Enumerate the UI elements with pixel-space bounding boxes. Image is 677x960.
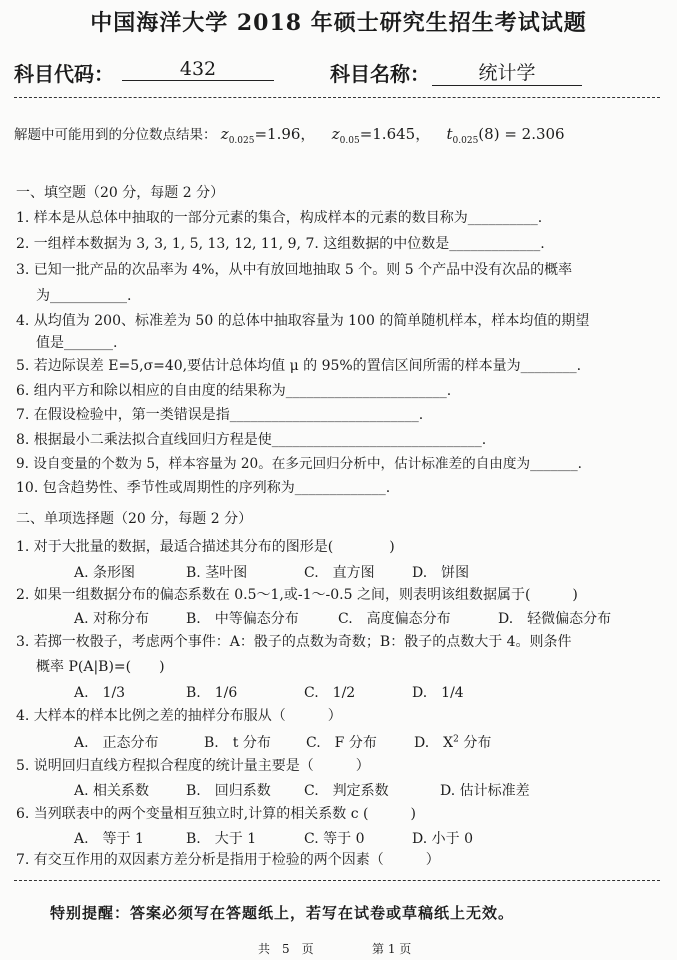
page-total: 共 5 页: [258, 942, 314, 956]
choice-q4-options: [0, 732, 677, 752]
fill-q3-line1: 3. 已知一批产品的次品率为 4%，从中有放回地抽取 5 个。则 5 个产品中没有次品的概率: [16, 262, 573, 278]
choice-q1-option-c: C. 直方图: [304, 565, 375, 581]
choice-q6-option-d: D. 小于 0: [412, 831, 473, 847]
choice-q3-line1: 3. 若掷一枚骰子，考虑两个事件：A：骰子的点数为奇数；B：骰子的点数大于 4。则条件: [16, 634, 572, 650]
fill-q9: 9. 设自变量的个数为 5，样本容量为 20。在多元回归分析中，估计标准差的自由度为_______.: [16, 456, 582, 472]
section1-heading: 一、填空题（20 分，每题 2 分）: [16, 185, 225, 201]
fill-q7: 7. 在假设检验中，第一类错误是指___________________________.: [16, 407, 424, 423]
section2-heading: 二、单项选择题（20 分，每题 2 分）: [16, 511, 253, 527]
choice-q4-option-a: A. 正态分布: [74, 735, 159, 751]
choice-q4-option-b: B. t 分布: [204, 735, 271, 751]
choice-q2-option-d: D. 轻微偏态分布: [498, 611, 612, 627]
choice-q2: 2. 如果一组数据分布的偏态系数在 0.5～1,或-1～-0.5 之间，则表明该组数据属于( ): [16, 587, 578, 603]
choice-q4: 4. 大样本的样本比例之差的抽样分布服从（ ）: [16, 708, 342, 724]
choice-q1-options: [0, 562, 677, 582]
page-number: 第 1 页: [372, 942, 412, 956]
bottom-divider: [14, 880, 660, 881]
choice-q2-option-c: C. 高度偏态分布: [338, 611, 451, 627]
quantile-t: $t_{0.025}(8) = 2.306$: [446, 125, 565, 146]
fill-q2: 2. 一组样本数据为 3, 3, 1, 5, 13, 12, 11, 9, 7. 这组数据的中位数是_____________.: [16, 236, 545, 252]
choice-q5-option-a: A. 相关系数: [74, 783, 150, 799]
choice-q1: 1. 对于大批量的数据，最适合描述其分布的图形是( ): [16, 539, 395, 555]
choice-q6-option-c: C. 等于 0: [304, 831, 365, 847]
quantile-prefix: 解题中可能用到的分位数点结果：: [14, 127, 217, 143]
fill-q10: 10. 包含趋势性、季节性或周期性的序列称为_____________.: [16, 480, 391, 496]
choice-q2-options: [0, 608, 677, 628]
choice-q6-options: [0, 828, 677, 848]
choice-q5-options: [0, 780, 677, 800]
fill-q1: 1. 样本是从总体中抽取的一部分元素的集合，构成样本的元素的数目称为__________.: [16, 210, 543, 226]
choice-q5-option-d: D. 估计标准差: [440, 783, 530, 799]
fill-q4-line1: 4. 从均值为 200、标准差为 50 的总体中抽取容量为 100 的简单随机样本，样本均值的期望: [16, 313, 590, 329]
choice-q5-option-c: C. 判定系数: [304, 783, 389, 799]
subject-name-value: 统计学: [432, 58, 582, 86]
choice-q5: 5. 说明回归直线方程拟合程度的统计量主要是（ ）: [16, 758, 370, 774]
choice-q2-option-a: A. 对称分布: [74, 611, 150, 627]
exam-title: 中国海洋大学 2018 年硕士研究生招生考试试题: [90, 10, 587, 36]
choice-q3-options: [0, 682, 677, 702]
choice-q5-option-b: B. 回归系数: [186, 783, 271, 799]
fill-q6: 6. 组内平方和除以相应的自由度的结果称为_______________________.: [16, 383, 452, 399]
choice-q4-option-c: C. F 分布: [306, 735, 377, 751]
subject-code-value: 432: [122, 58, 274, 81]
choice-q6-option-b: B. 大于 1: [186, 831, 257, 847]
choice-q6-option-a: A. 等于 1: [74, 831, 144, 847]
quantile-z1: $z_{0.025}=1.96$，: [220, 125, 316, 146]
choice-q3-option-b: B. 1/6: [186, 685, 238, 701]
choice-q3-option-d: D. 1/4: [412, 685, 464, 701]
choice-q3-option-c: C. 1/2: [304, 685, 356, 701]
choice-q4-option-d: D. $X^2$ 分布: [414, 734, 492, 751]
subject-name-label: 科目名称：: [330, 62, 430, 86]
choice-q7: 7. 有交互作用的双因素方差分析是指用于检验的两个因素（ ）: [16, 852, 440, 868]
fill-q3-line2: 为___________.: [36, 288, 132, 304]
choice-q2-option-b: B. 中等偏态分布: [186, 611, 299, 627]
choice-q1-option-b: B. 茎叶图: [186, 565, 248, 581]
fill-q4-line2: 值是_______.: [36, 335, 118, 351]
choice-q3-option-a: A. 1/3: [74, 685, 126, 701]
choice-q1-option-d: D. 饼图: [412, 565, 470, 581]
choice-q6: 6. 当列联表中的两个变量相互独立时,计算的相关系数 c ( ): [16, 806, 416, 822]
subject-code-label: 科目代码：: [14, 62, 114, 86]
fill-q5: 5. 若边际误差 E=5,σ=40,要估计总体均值 μ 的 95%的置信区间所需的样本量为________.: [16, 358, 582, 374]
fill-q8: 8. 根据最小二乘法拟合直线回归方程是使______________________________.: [16, 432, 487, 448]
choice-q1-option-a: A. 条形图: [74, 565, 136, 581]
quantile-line: [14, 124, 565, 151]
special-notice: 特别提醒：答案必须写在答题纸上，若写在试卷或草稿纸上无效。: [50, 904, 515, 922]
top-divider: [14, 97, 660, 98]
choice-q3-line2: 概率 P(A|B)=( ): [36, 659, 165, 675]
quantile-z2: $z_{0.05}=1.645$，: [331, 125, 431, 146]
